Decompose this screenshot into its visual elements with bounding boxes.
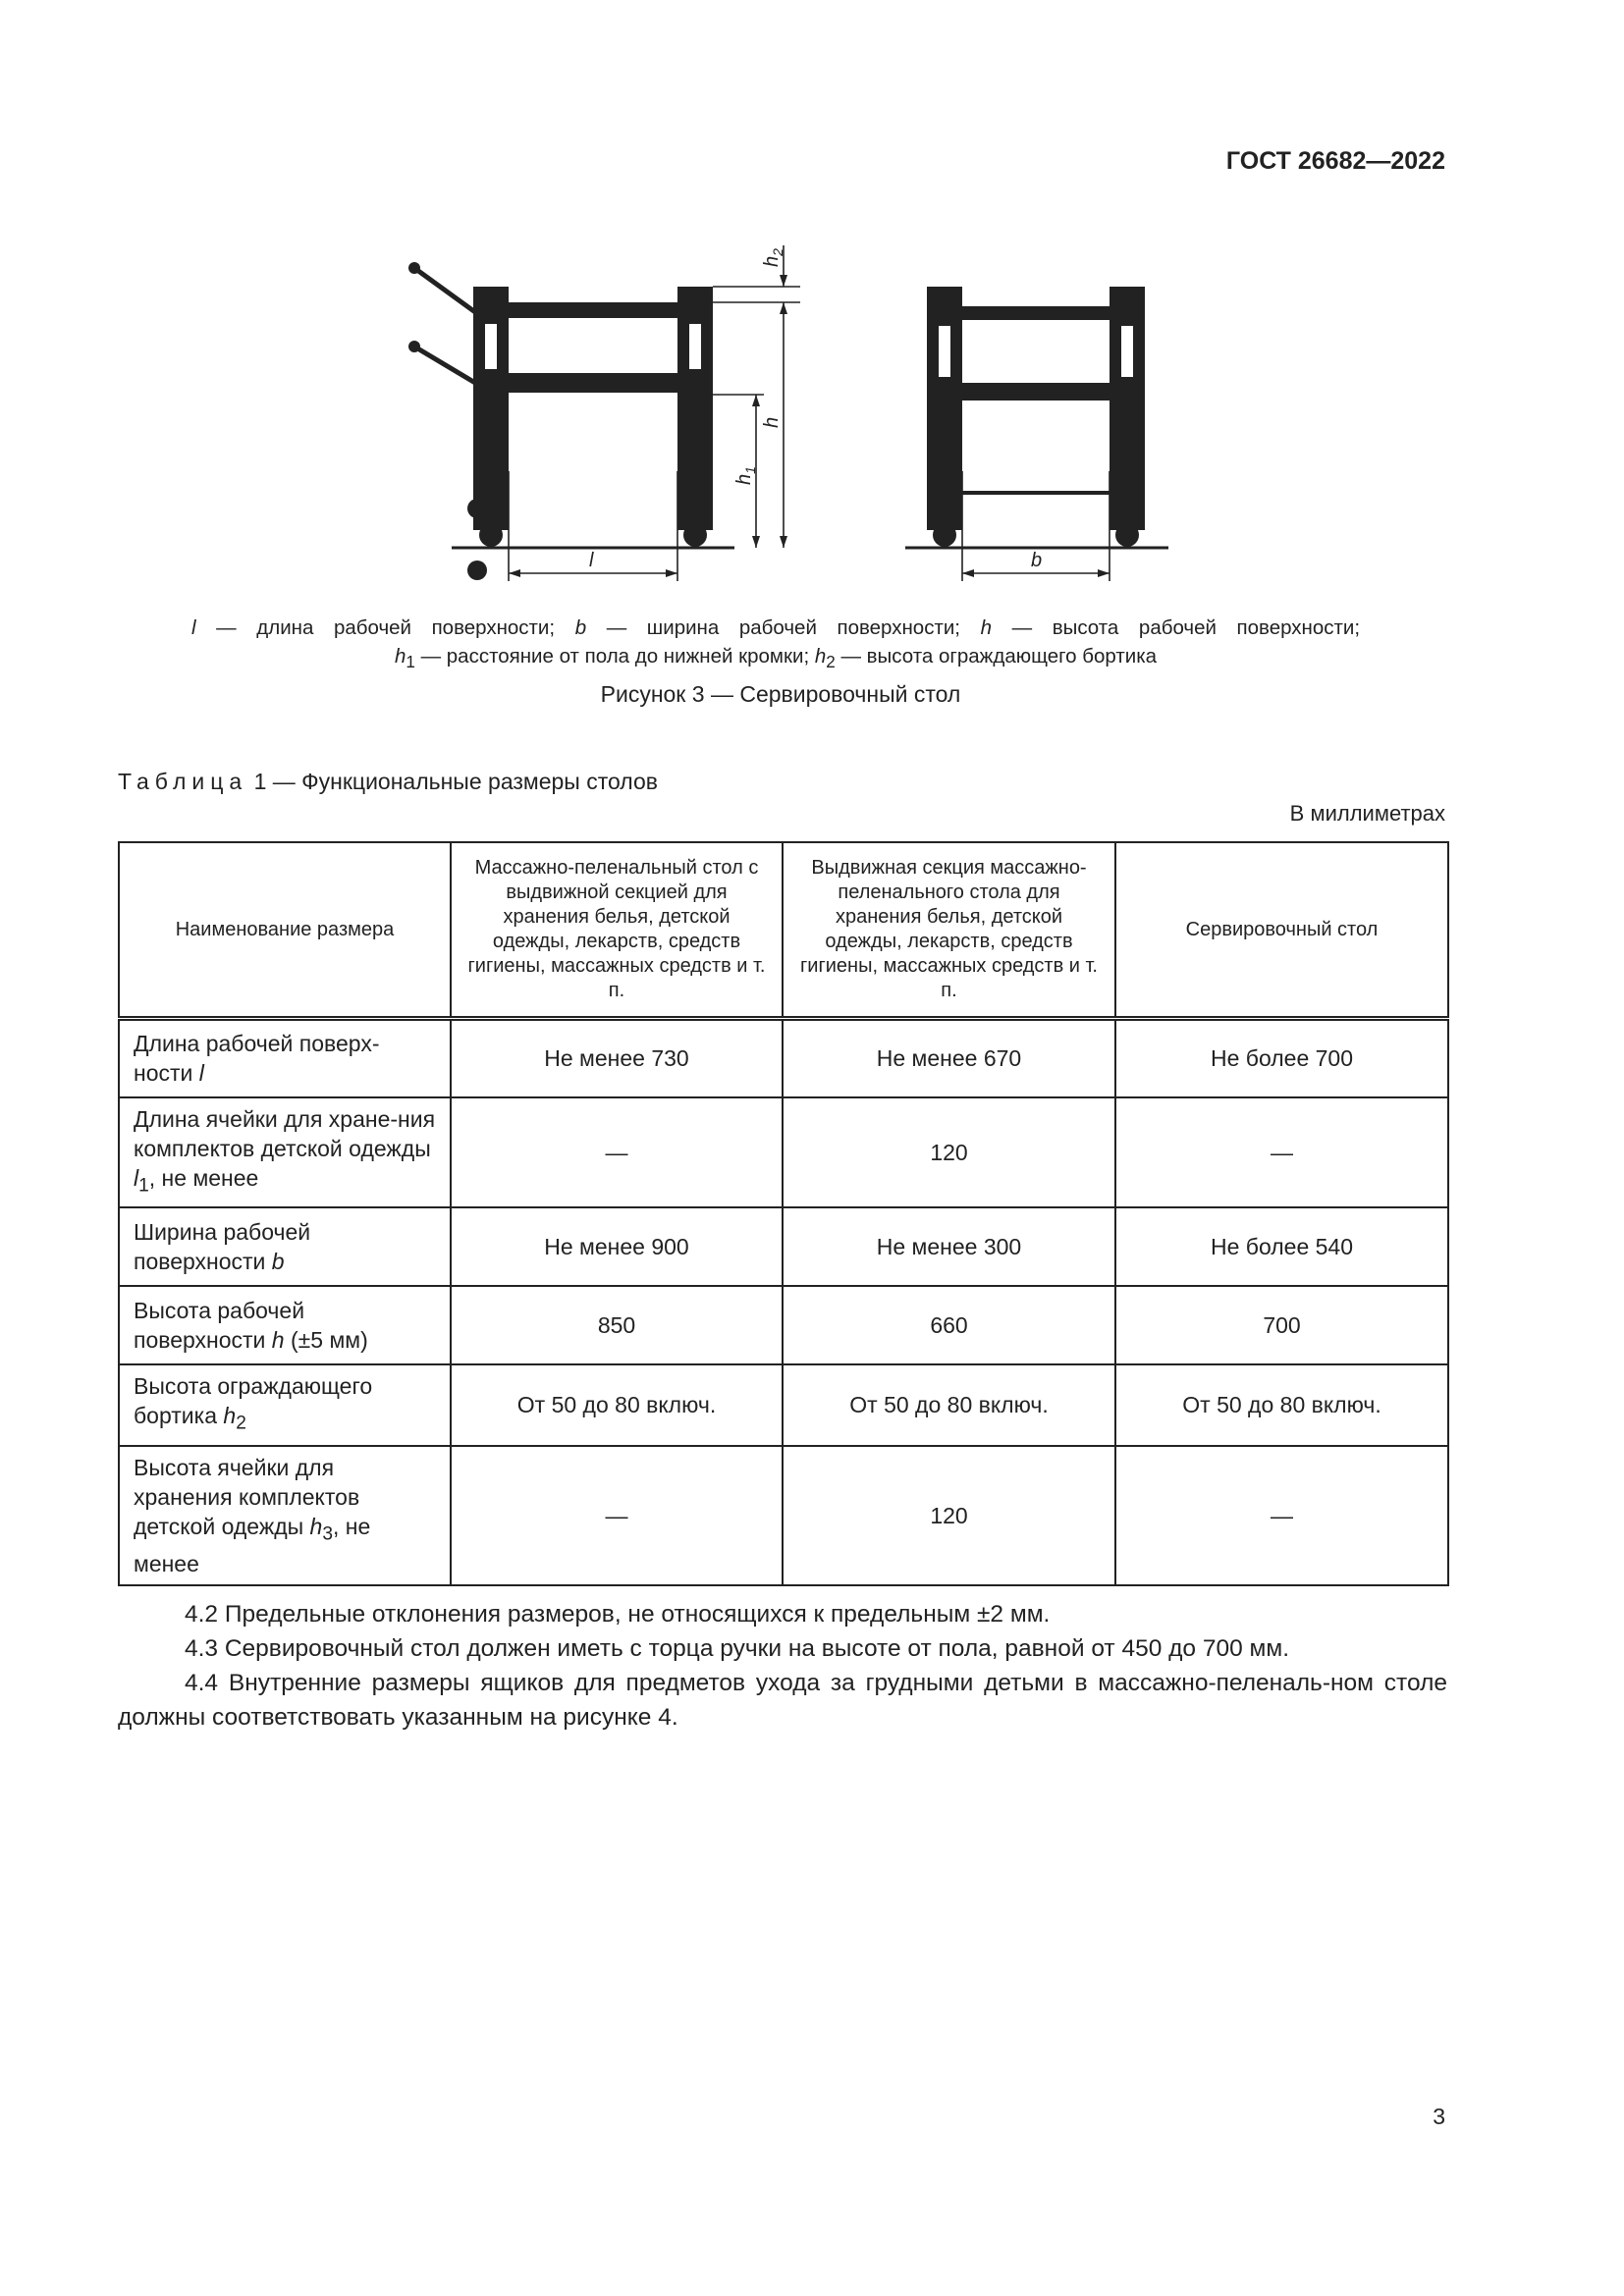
page-number: 3	[1433, 2104, 1445, 2129]
cell-value: Не менее 730	[451, 1019, 783, 1097]
paragraph-4-4: 4.4 Внутренние размеры ящиков для предметов ухода за грудными детьми в массажно-пеленаль-ном столе должны соответствовать указанным на рисунке 4.	[118, 1670, 1447, 1731]
row-name: Длина рабочей поверх-ности l	[119, 1019, 451, 1097]
cell-value: 120	[783, 1446, 1115, 1586]
serving-table-drawing	[393, 236, 1178, 589]
cell-value: —	[451, 1446, 783, 1586]
document-header: ГОСТ 26682—2022	[1225, 147, 1445, 175]
table-row	[119, 1446, 1448, 1586]
row-name: Высота ограждающего бортика $h_2$	[119, 1364, 451, 1446]
handle-knob-lower	[467, 561, 487, 580]
side-wheel-left	[479, 523, 503, 547]
cell-value: От 50 до 80 включ.	[783, 1364, 1115, 1446]
header-drawer-section: Выдвижная секция массажно-пеленального стола для хранения белья, детской одежды, лекарств, средств гигиены, массажных средств и т. п.	[783, 842, 1115, 1019]
table-row	[119, 1019, 1448, 1097]
front-base-bar	[927, 491, 1145, 495]
front-wheel-right	[1115, 523, 1139, 547]
legend-line-2: $h_1$ — расстояние от пола до нижней кромки; $h_2$ — высота ограждающего бортика	[394, 645, 1158, 672]
cell-value: 850	[451, 1286, 783, 1364]
front-top-rail	[927, 306, 1145, 320]
dim-l-label: l	[589, 550, 594, 571]
table-row	[119, 1286, 1448, 1364]
cell-value: Не более 540	[1115, 1207, 1448, 1286]
row-name: Высота ячейки для хранения комплектов детской одежды $h_3$, не менее	[119, 1446, 451, 1586]
legend-line-1: l — длина рабочей поверхности; b — ширина рабочей поверхности; h — высота рабочей поверхности;	[191, 616, 1361, 639]
cell-value: —	[451, 1097, 783, 1208]
cell-value: Не менее 900	[451, 1207, 783, 1286]
row-name: Ширина рабочей поверхности b	[119, 1207, 451, 1286]
cell-value: Не менее 300	[783, 1207, 1115, 1286]
handle-knob-upper	[467, 499, 487, 518]
cell-value: 660	[783, 1286, 1115, 1364]
cell-value: От 50 до 80 включ.	[1115, 1364, 1448, 1446]
table-row	[119, 1364, 1448, 1446]
paragraph-4-2: 4.2 Предельные отклонения размеров, не относящихся к предельным ±2 мм.	[185, 1601, 1051, 1628]
paragraph-4-3: 4.3 Сервировочный стол должен иметь с торца ручки на высоте от пола, равной от 450 до 700 мм.	[185, 1635, 1290, 1662]
table-row	[119, 1097, 1448, 1208]
table-row	[119, 1207, 1448, 1286]
header-dimension-name: Наименование размера	[119, 842, 451, 1019]
cell-value: 120	[783, 1097, 1115, 1208]
cell-value: Не более 700	[1115, 1019, 1448, 1097]
table-header-row	[119, 842, 1448, 1019]
row-name: Длина ячейки для хране-ния комплектов детской одежды $l_1$, не менее	[119, 1097, 451, 1208]
cell-value: —	[1115, 1446, 1448, 1586]
cell-value: —	[1115, 1097, 1448, 1208]
body-paragraphs	[118, 1597, 1447, 1735]
table-title: Таблица 1 — Функциональные размеры столов	[118, 769, 658, 794]
handle-lower	[414, 347, 475, 383]
figure-legend	[191, 614, 1360, 676]
dim-h1-label: $h_1$	[733, 466, 758, 485]
cell-value: 700	[1115, 1286, 1448, 1364]
header-serving-table: Сервировочный стол	[1115, 842, 1448, 1019]
side-top-rail	[473, 302, 713, 318]
figure-serving-table	[393, 236, 1178, 589]
dim-b-label: b	[1031, 550, 1043, 571]
cell-value: От 50 до 80 включ.	[451, 1364, 783, 1446]
dim-h2-label: $h_2$	[761, 248, 785, 267]
side-right-post	[677, 287, 713, 530]
row-name: Высота рабочей поверхности h (±5 мм)	[119, 1286, 451, 1364]
figure-caption: Рисунок 3 — Сервировочный стол	[600, 681, 961, 707]
table-units: В миллиметрах	[1289, 801, 1445, 826]
front-lower-shelf	[927, 383, 1145, 400]
header-changing-table: Массажно-пеленальный стол с выдвижной секцией для хранения белья, детской одежды, лекарств, средств гигиены, массажных средств и т. п.	[451, 842, 783, 1019]
side-left-post	[473, 287, 509, 530]
cell-value: Не менее 670	[783, 1019, 1115, 1097]
handle-upper	[414, 268, 475, 312]
dim-h-label: h	[761, 416, 783, 428]
side-lower-shelf	[473, 373, 713, 393]
side-wheel-right	[683, 523, 707, 547]
dimensions-table	[118, 841, 1449, 1586]
front-wheel-left	[933, 523, 956, 547]
